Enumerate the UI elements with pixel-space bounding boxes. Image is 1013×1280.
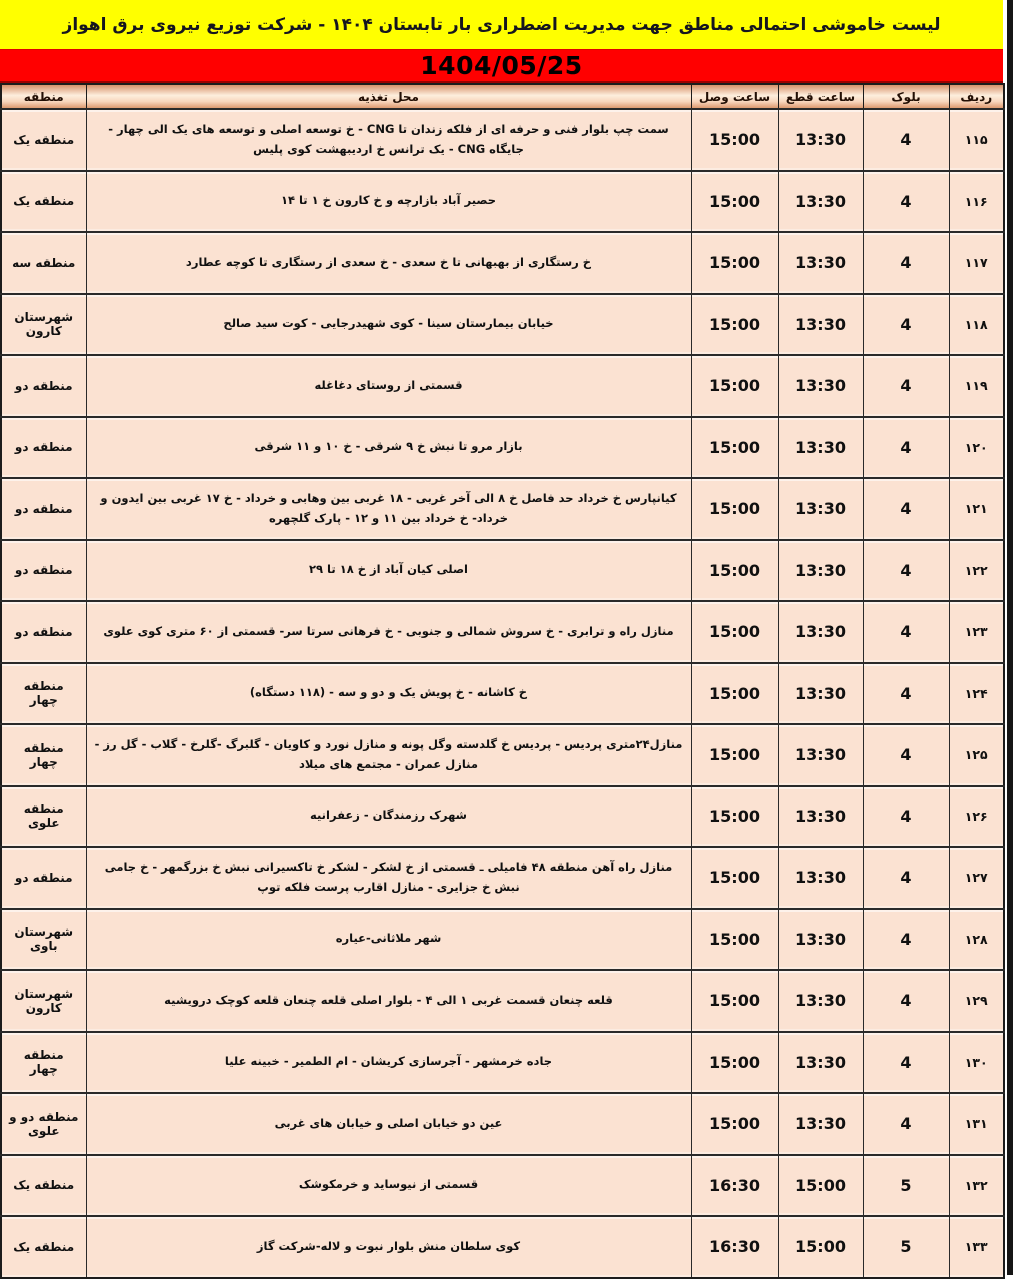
table-row (1, 109, 1004, 171)
table-row (1, 724, 1004, 786)
reconnect-time-cell: 15:00 (691, 355, 778, 417)
block-cell: 4 (863, 171, 949, 233)
region-cell: منطقه چهار (1, 663, 86, 725)
reconnect-time-cell: 16:30 (691, 1155, 778, 1217)
row-no-cell: ۱۱۹ (949, 355, 1004, 417)
region-cell: منطقه دو (1, 601, 86, 663)
region-cell: شهرستان کارون (1, 970, 86, 1032)
table-row (1, 1155, 1004, 1217)
region-cell: منطقه دو (1, 540, 86, 602)
cut-time-cell: 15:00 (778, 1216, 863, 1278)
reconnect-time-cell: 15:00 (691, 1032, 778, 1094)
region-cell: منطقه یک (1, 171, 86, 233)
page-title: لیست خاموشی احتمالی مناطق جهت مدیریت اضطراری بار تابستان ۱۴۰۴ - شرکت توزیع نیروی برق اهواز (62, 14, 941, 35)
col-header-reconnect-time: ساعت وصل (691, 84, 778, 109)
table-row (1, 171, 1004, 233)
reconnect-time-cell: 15:00 (691, 417, 778, 479)
col-header-location: محل تغذیه (86, 84, 691, 109)
cut-time-cell: 13:30 (778, 109, 863, 171)
title-bar (0, 0, 1003, 49)
row-no-cell: ۱۳۱ (949, 1093, 1004, 1155)
col-header-cut-time: ساعت قطع (778, 84, 863, 109)
reconnect-time-cell: 15:00 (691, 847, 778, 909)
location-cell: حصیر آباد بازارچه و خ کارون خ ۱ تا ۱۴ (86, 171, 691, 233)
block-cell: 4 (863, 1093, 949, 1155)
row-no-cell: ۱۲۵ (949, 724, 1004, 786)
block-cell: 4 (863, 417, 949, 479)
block-cell: 4 (863, 663, 949, 725)
outage-table-header (1, 84, 1004, 109)
location-cell: منازل راه و ترابری - خ سروش شمالی و جنوبی - خ فرهانی سرتا سر- قسمتی از ۶۰ متری کوی علوی (86, 601, 691, 663)
location-cell: اصلی کیان آباد از خ ۱۸ تا ۲۹ (86, 540, 691, 602)
location-cell: خ کاشانه - خ پویش یک و دو و سه - (۱۱۸ دستگاه) (86, 663, 691, 725)
row-no-cell: ۱۲۳ (949, 601, 1004, 663)
cut-time-cell: 13:30 (778, 786, 863, 848)
reconnect-time-cell: 15:00 (691, 232, 778, 294)
cut-time-cell: 13:30 (778, 909, 863, 971)
location-cell: شهر ملاثانی-عیاره (86, 909, 691, 971)
row-no-cell: ۱۳۲ (949, 1155, 1004, 1217)
row-no-cell: ۱۲۹ (949, 970, 1004, 1032)
row-no-cell: ۱۱۷ (949, 232, 1004, 294)
block-cell: 4 (863, 724, 949, 786)
row-no-cell: ۱۲۲ (949, 540, 1004, 602)
row-no-cell: ۱۳۳ (949, 1216, 1004, 1278)
table-row (1, 847, 1004, 909)
region-cell: منطقه چهار (1, 1032, 86, 1094)
date-bar (0, 49, 1003, 83)
reconnect-time-cell: 15:00 (691, 1093, 778, 1155)
reconnect-time-cell: 15:00 (691, 171, 778, 233)
table-row (1, 294, 1004, 356)
location-cell: کوی سلطان منش بلوار نبوت و لاله-شرکت گاز (86, 1216, 691, 1278)
region-cell: منطقه دو و علوی (1, 1093, 86, 1155)
cut-time-cell: 13:30 (778, 417, 863, 479)
table-row (1, 478, 1004, 540)
outage-table (0, 83, 1005, 1279)
reconnect-time-cell: 15:00 (691, 724, 778, 786)
cut-time-cell: 13:30 (778, 601, 863, 663)
region-cell: منطقه دو (1, 847, 86, 909)
region-cell: منطقه یک (1, 1155, 86, 1217)
cut-time-cell: 15:00 (778, 1155, 863, 1217)
reconnect-time-cell: 15:00 (691, 786, 778, 848)
cut-time-cell: 13:30 (778, 847, 863, 909)
region-cell: منطقه سه (1, 232, 86, 294)
table-row (1, 1032, 1004, 1094)
cut-time-cell: 13:30 (778, 1032, 863, 1094)
reconnect-time-cell: 15:00 (691, 909, 778, 971)
location-cell: قسمتی از روستای دغاغله (86, 355, 691, 417)
cut-time-cell: 13:30 (778, 294, 863, 356)
table-row (1, 786, 1004, 848)
col-header-row-no: ردیف (949, 84, 1004, 109)
block-cell: 4 (863, 601, 949, 663)
reconnect-time-cell: 15:00 (691, 109, 778, 171)
region-cell: شهرستان باوی (1, 909, 86, 971)
block-cell: 4 (863, 786, 949, 848)
region-cell: منطقه علوی (1, 786, 86, 848)
table-row (1, 417, 1004, 479)
location-cell: سمت چپ بلوار فنی و حرفه ای از فلکه زندان تا CNG - خ توسعه اصلی و توسعه های یک الی چهار - جایگاه CNG - یک ترانس خ اردیبهشت کوی پلیس (86, 109, 691, 171)
block-cell: 4 (863, 909, 949, 971)
row-no-cell: ۱۲۰ (949, 417, 1004, 479)
row-no-cell: ۱۲۱ (949, 478, 1004, 540)
cut-time-cell: 13:30 (778, 478, 863, 540)
location-cell: کیانپارس خ خرداد حد فاصل خ ۸ الی آخر غربی - ۱۸ غربی بین وهابی و خرداد - خ ۱۷ غربی بین ایدون و خرداد- خ خرداد بین ۱۱ و ۱۲ - پارک گلچهره (86, 478, 691, 540)
cut-time-cell: 13:30 (778, 355, 863, 417)
table-row (1, 909, 1004, 971)
location-cell: خ رستگاری از بهبهانی تا خ سعدی - خ سعدی از رستگاری تا کوچه عطارد (86, 232, 691, 294)
row-no-cell: ۱۱۵ (949, 109, 1004, 171)
table-row (1, 1216, 1004, 1278)
row-no-cell: ۱۲۷ (949, 847, 1004, 909)
table-row (1, 663, 1004, 725)
cut-time-cell: 13:30 (778, 970, 863, 1032)
block-cell: 5 (863, 1216, 949, 1278)
col-header-region: منطقه (1, 84, 86, 109)
scan-edge-strip (1007, 0, 1013, 1275)
region-cell: منطقه چهار (1, 724, 86, 786)
location-cell: شهرک رزمندگان - زعفرانیه (86, 786, 691, 848)
location-cell: قلعه چنعان قسمت غربی ۱ الی ۴ - بلوار اصلی قلعه چنعان قلعه کوچک درویشیه (86, 970, 691, 1032)
table-row (1, 1093, 1004, 1155)
date-value: 1404/05/25 (420, 51, 583, 80)
row-no-cell: ۱۲۶ (949, 786, 1004, 848)
region-cell: منطقه دو (1, 417, 86, 479)
table-row (1, 970, 1004, 1032)
block-cell: 4 (863, 1032, 949, 1094)
header-row (1, 84, 1004, 109)
block-cell: 4 (863, 540, 949, 602)
location-cell: جاده خرمشهر - آجرسازی کریشان - ام الطمیر - خبینه علیا (86, 1032, 691, 1094)
region-cell: منطقه دو (1, 355, 86, 417)
reconnect-time-cell: 15:00 (691, 970, 778, 1032)
col-header-block: بلوک (863, 84, 949, 109)
reconnect-time-cell: 15:00 (691, 294, 778, 356)
cut-time-cell: 13:30 (778, 1093, 863, 1155)
row-no-cell: ۱۲۸ (949, 909, 1004, 971)
region-cell: منطقه دو (1, 478, 86, 540)
location-cell: عین دو خیابان اصلی و خیابان های غربی (86, 1093, 691, 1155)
location-cell: قسمتی از نیوساید و خرمکوشک (86, 1155, 691, 1217)
table-row (1, 601, 1004, 663)
location-cell: منازل راه آهن منطقه ۴۸ فامیلی ـ قسمتی از خ لشکر - لشکر خ تاکسیرانی نبش خ بزرگمهر - خ جامی نبش خ جزایری - منازل اقارب پرست فلکه توپ (86, 847, 691, 909)
cut-time-cell: 13:30 (778, 663, 863, 725)
block-cell: 4 (863, 970, 949, 1032)
block-cell: 4 (863, 294, 949, 356)
cut-time-cell: 13:30 (778, 724, 863, 786)
location-cell: بازار مرو تا نبش خ ۹ شرقی - خ ۱۰ و ۱۱ شرقی (86, 417, 691, 479)
cut-time-cell: 13:30 (778, 540, 863, 602)
outage-table-body (1, 109, 1004, 1278)
row-no-cell: ۱۱۶ (949, 171, 1004, 233)
block-cell: 4 (863, 478, 949, 540)
block-cell: 5 (863, 1155, 949, 1217)
reconnect-time-cell: 15:00 (691, 478, 778, 540)
region-cell: منطقه یک (1, 109, 86, 171)
reconnect-time-cell: 15:00 (691, 540, 778, 602)
reconnect-time-cell: 15:00 (691, 663, 778, 725)
row-no-cell: ۱۳۰ (949, 1032, 1004, 1094)
block-cell: 4 (863, 109, 949, 171)
block-cell: 4 (863, 232, 949, 294)
cut-time-cell: 13:30 (778, 171, 863, 233)
region-cell: منطقه یک (1, 1216, 86, 1278)
location-cell: منازل۲۴متری پردیس - پردیس خ گلدسته وگل پونه و منازل نورد و کاویان - گلبرگ -گلرخ - گلاب - گل رز - منازل عمران - مجتمع های میلاد (86, 724, 691, 786)
reconnect-time-cell: 15:00 (691, 601, 778, 663)
block-cell: 4 (863, 355, 949, 417)
reconnect-time-cell: 16:30 (691, 1216, 778, 1278)
region-cell: شهرستان کارون (1, 294, 86, 356)
location-cell: خیابان بیمارستان سینا - کوی شهیدرجایی - کوت سید صالح (86, 294, 691, 356)
block-cell: 4 (863, 847, 949, 909)
row-no-cell: ۱۲۴ (949, 663, 1004, 725)
row-no-cell: ۱۱۸ (949, 294, 1004, 356)
table-row (1, 232, 1004, 294)
table-row (1, 355, 1004, 417)
cut-time-cell: 13:30 (778, 232, 863, 294)
table-row (1, 540, 1004, 602)
